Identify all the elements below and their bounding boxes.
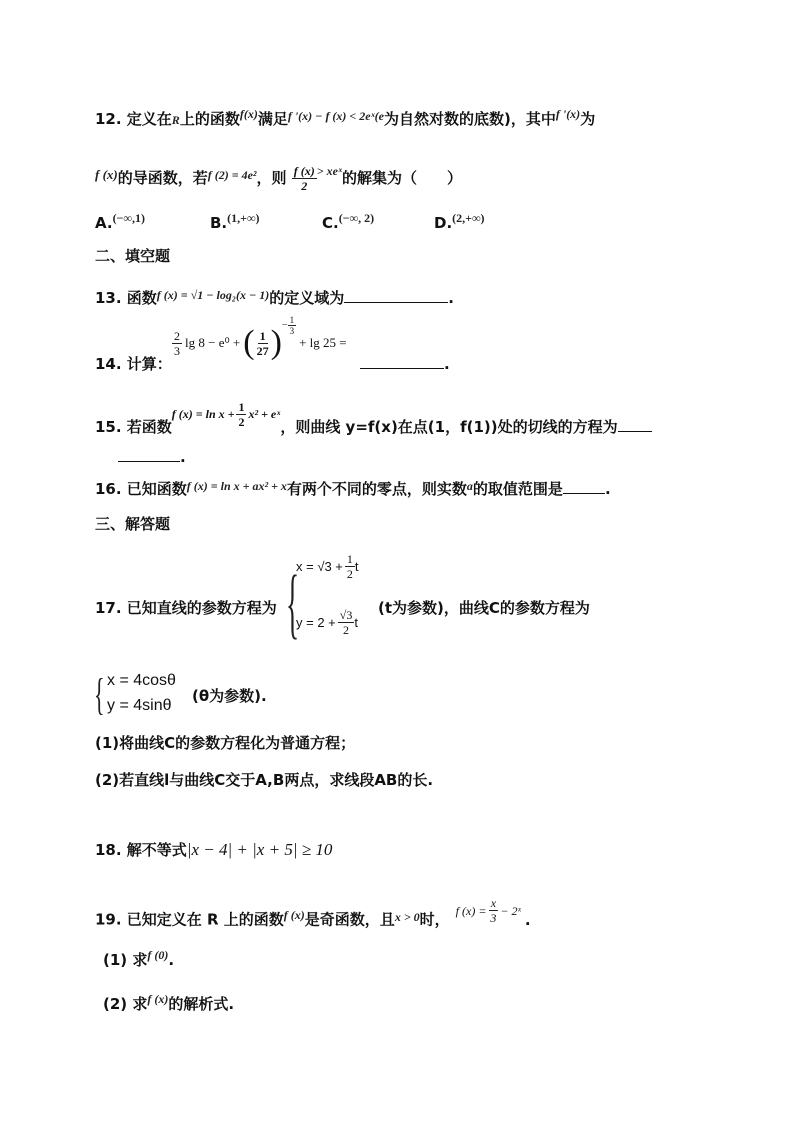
- answer-blank-part2[interactable]: [118, 461, 180, 462]
- math-fn: f (x) = ln x + ax² + x: [186, 479, 287, 493]
- q15: 15. 若函数 f (x) = ln x + $\frac{1}{2}$ x² + eˣ ，则曲线 y=f(x)在点(1，f(1))处的切线的方程为: [95, 409, 652, 446]
- fraction-2-3: $\frac{2}{3}$: [174, 328, 180, 358]
- brace-line-system: {: [286, 559, 300, 646]
- math-fx: f (x): [95, 167, 118, 182]
- q19-sub1: (1) 求$^{f (0)}$.: [103, 948, 175, 969]
- option-b[interactable]: B.$^{(1,+\infty)}$: [210, 211, 260, 232]
- math-fx: f(x): [239, 107, 258, 121]
- q17-label: 17. 已知直线的参数方程为: [95, 599, 277, 617]
- curve-y-equation: y = 4sinθ: [107, 697, 172, 714]
- q16: 16. 已知函数$^{f (x) = ln x + ax^2 + x}$有两个不同的零点，则实数$^a$的取值范围是 .: [95, 479, 611, 498]
- math-fprime: f '(x): [555, 107, 581, 121]
- q17-continued: (t为参数)，曲线C的参数方程为: [378, 599, 590, 617]
- q17-sub1: (1)将曲线C的参数方程化为普通方程；: [95, 734, 356, 752]
- math-R: R: [171, 113, 180, 127]
- q17-theta-note: (θ为参数).: [192, 687, 267, 705]
- answer-blank-part1[interactable]: [618, 431, 652, 432]
- exponent-neg-third: − $\frac{1}{3}$: [281, 314, 295, 336]
- curve-x-equation: x = 4cosθ: [107, 672, 176, 689]
- q14-label: 14. 计算：: [95, 355, 172, 373]
- q15-math: f (x) = ln x + $\frac{1}{2}$ x² + eˣ: [171, 399, 281, 429]
- q13: 13. 函数$^{f (x) = √1 - log_2(x - 1)}$的定义域为 .: [95, 288, 454, 307]
- q12-line2: f (x)的导函数，若$^{f (2) = 4e^2}$，则 $\frac{f (x)}{2}$ $^{> xeˣ}$的解集为（ ）: [95, 164, 463, 193]
- math-domain-fn: f (x) = √1 − log₂(x − 1): [156, 288, 270, 302]
- q15-continuation: .: [118, 447, 186, 467]
- q19-sub2: (2) 求$^{f (x)}$的解析式.: [103, 992, 235, 1013]
- answer-blank[interactable]: [344, 302, 448, 303]
- math-a: a: [466, 479, 473, 493]
- answer-blank[interactable]: [360, 368, 444, 369]
- math-fx: f (x): [283, 907, 305, 922]
- math-condition: f '(x) − f (x) < 2eˣ(e: [287, 109, 384, 123]
- line-y-equation: y = 2 + $\frac{√3}{2}$ t: [296, 608, 358, 637]
- q17-sub2: (2)若直线l与曲线C交于A,B两点，求线段AB的长.: [95, 771, 434, 789]
- fraction-fx-over-2: $\frac{f (x)}{2}$: [293, 164, 315, 193]
- q19: 19. 已知定义在 R 上的函数$^{f (x)}$是奇函数，且$^{x > 0}$时， f (x) = $\frac{x}{3}$ − 2ˣ .: [95, 896, 531, 929]
- section-heading-fill-in: 二、填空题: [95, 247, 171, 265]
- q14-expression: $\frac{2}{3}$ lg 8 − e⁰ + ( $\frac{1}{27}$ ) − $\frac{1}{3}$ + lg 25 =: [174, 314, 347, 361]
- line-x-equation: x = √3 + $\frac{1}{2}$ t: [296, 552, 359, 581]
- q19-definition: f (x) = $\frac{x}{3}$ − 2ˣ: [455, 896, 521, 925]
- option-d[interactable]: D.$^{(2,+\infty)}$: [434, 211, 485, 232]
- answer-blank[interactable]: [563, 493, 605, 494]
- q18: 18. 解不等式|x − 4| + |x + 5| ≥ 10: [95, 840, 333, 859]
- q14-answer: .: [360, 354, 450, 374]
- math-x-positive: x > 0: [394, 909, 420, 924]
- math-inequality: |x − 4| + |x + 5| ≥ 10: [186, 840, 333, 859]
- math-f2: f (2) = 4e²: [207, 168, 257, 182]
- option-c[interactable]: C.$^{(-\infty, 2)}$: [322, 211, 375, 232]
- section-heading-solve: 三、解答题: [95, 515, 171, 533]
- math-xex: > xeˣ: [316, 164, 343, 178]
- option-a[interactable]: A.$^{(-\infty,1)}$: [95, 211, 145, 232]
- brace-curve-system: {: [94, 670, 105, 719]
- q12-line1: 12. 定义在R上的函数$^{f(x)}$满足$^{f '(x) - f (x) < 2eˣ(e}$为自然对数的底数)，其中$^{f '(x)}$为: [95, 107, 596, 128]
- fraction-1-27: $\frac{1}{27}$: [256, 328, 269, 358]
